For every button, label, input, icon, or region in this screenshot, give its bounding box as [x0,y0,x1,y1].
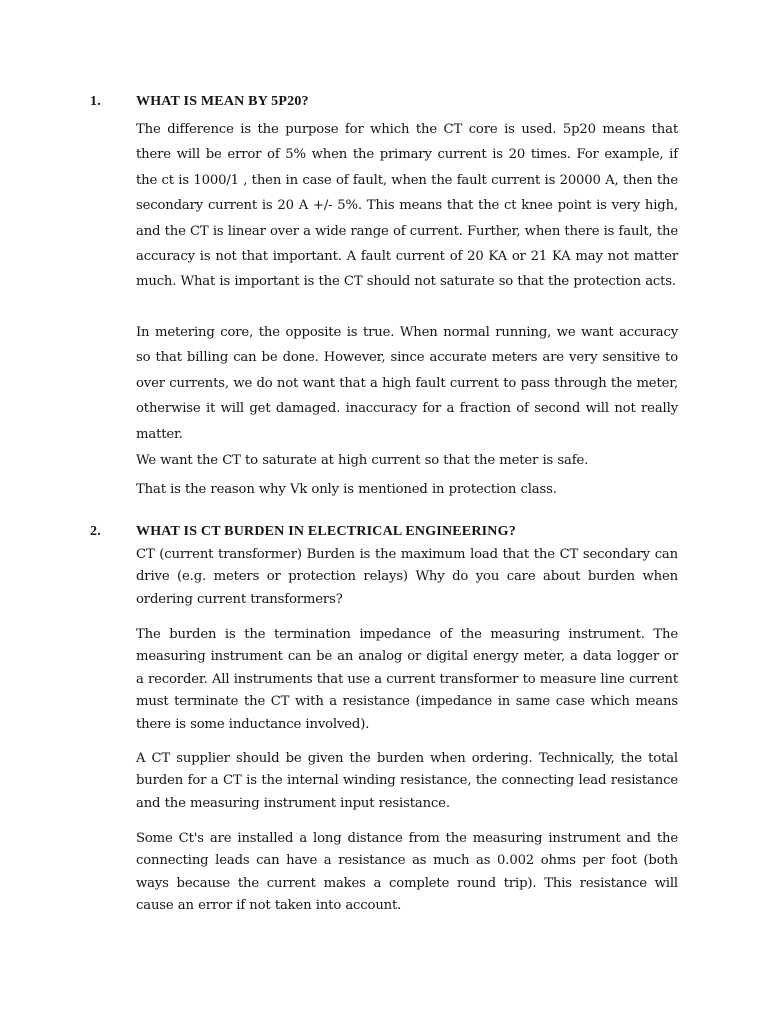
section-1-paragraph-2: In metering core, the opposite is true. When normal running, we want accuracy so that billing can be done. However, since accurate meters are very sensitive to over currents, we do not want that a high fault current to pass through the meter, otherwise it will get damaged. inaccuracy for a fraction of second will not really matter. [136,325,678,442]
section-2-number: 2. [90,524,101,539]
section-2-paragraph-4: Some Ct's are installed a long distance from the measuring instrument and the connecting leads can have a resistance as much as 0.002 ohms per foot (both ways because the current makes a complete round trip). This resistance will cause an error if not taken into account. [136,831,678,914]
section-1-paragraph-3: We want the CT to saturate at high current so that the meter is safe. [136,453,589,468]
section-1-paragraph-4: That is the reason why Vk only is mentioned in protection class. [136,482,557,497]
section-1-paragraph-1: The difference is the purpose for which the CT core is used. 5p20 means that there will be error of 5% when the primary current is 20 times. For example, if the ct is 1000/1 , then in case of fault, when the fault current is 20000 A, then the secondary current is 20 A +/- 5%. This means that the ct knee point is very high, and the CT is linear over a wide range of current. Further, when there is fault, the accuracy is not that important. A fault current of 20 KA or 21 KA may not matter much. What is important is the CT should not saturate so that the protection acts. [136,122,678,290]
section-1-title: WHAT IS MEAN BY 5P20? [136,94,309,109]
section-2-paragraph-3: A CT supplier should be given the burden when ordering. Technically, the total burden for a CT is the internal winding resistance, the connecting lead resistance and the measuring instrument input resistance. [136,751,678,811]
section-1-number: 1. [90,94,101,109]
section-2-paragraph-2: The burden is the termination impedance of the measuring instrument. The measuring instrument can be an analog or digital energy meter, a data logger or a recorder. All instruments that use a current transformer to measure line current must terminate the CT with a resistance (impedance in same case which means there is some inductance involved). [136,627,678,732]
section-2-title: WHAT IS CT BURDEN IN ELECTRICAL ENGINEERING? [136,524,516,539]
section-2-paragraph-1: CT (current transformer) Burden is the maximum load that the CT secondary can drive (e.g. meters or protection relays) Why do you care about burden when ordering current transformers? [136,547,678,607]
